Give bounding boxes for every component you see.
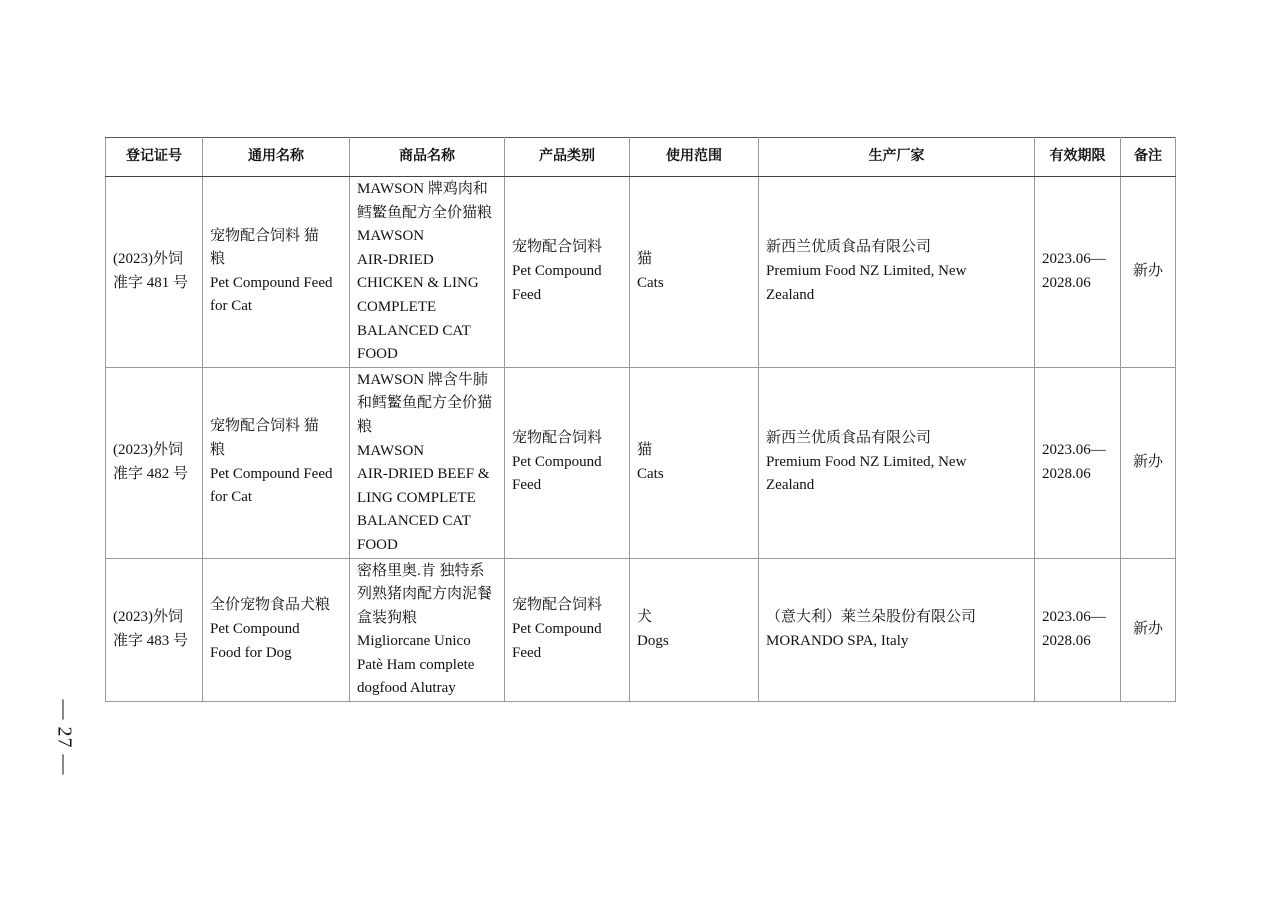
- text-line: Zealand: [766, 286, 815, 303]
- cell-validity: [1035, 558, 1121, 702]
- text-line: （意大利）莱兰朵股份有限公司: [766, 609, 977, 626]
- text-line: Food for Dog: [210, 644, 292, 661]
- text-line: MAWSON 牌含牛肺: [357, 371, 488, 388]
- text-line: BALANCED CAT: [357, 322, 471, 339]
- cell-category: [505, 367, 630, 558]
- header-generic-name: 通用名称: [203, 138, 350, 177]
- cell-generic-name: [203, 367, 350, 558]
- text-line: 2028.06: [1042, 274, 1091, 291]
- cell-reg-no: [106, 558, 203, 702]
- text-line: 准字 483 号: [113, 632, 189, 649]
- text-line: 盒装狗粮: [357, 609, 418, 626]
- text-line: Premium Food NZ Limited, New: [766, 453, 967, 470]
- text-line: 新西兰优质食品有限公司: [766, 430, 932, 447]
- text-line: Pet Compound: [210, 620, 300, 637]
- text-line: 粮: [210, 251, 226, 268]
- cell-brand-name: [350, 367, 505, 558]
- text-line: 鳕鳘鱼配方全价猫粮: [357, 204, 493, 221]
- cell-category: [505, 177, 630, 368]
- text-line: AIR-DRIED: [357, 251, 434, 268]
- text-line: 粮: [210, 442, 226, 459]
- header-brand-name: 商品名称: [350, 138, 505, 177]
- page-number-text: — 27 —: [53, 699, 76, 775]
- text-line: 准字 481 号: [113, 274, 189, 291]
- cell-reg-no: [106, 177, 203, 368]
- header-validity: 有效期限: [1035, 138, 1121, 177]
- cell-scope: [630, 367, 759, 558]
- text-line: 全价宠物食品犬粮: [210, 597, 331, 614]
- text-line: 2023.06—: [1042, 609, 1106, 626]
- text-line: 准字 482 号: [113, 465, 189, 482]
- cell-validity: [1035, 367, 1121, 558]
- text-line: 粮: [357, 418, 373, 435]
- text-line: 2028.06: [1042, 632, 1091, 649]
- text-line: FOOD: [357, 536, 398, 553]
- text-line: MAWSON 牌鸡肉和: [357, 181, 488, 197]
- text-line: 宠物配合饲料: [512, 239, 603, 256]
- text-line: 猫: [637, 442, 653, 459]
- text-line: Cats: [637, 465, 664, 482]
- header-reg-no: 登记证号: [106, 138, 203, 177]
- text-line: for Cat: [210, 489, 253, 506]
- cell-reg-no: [106, 367, 203, 558]
- text-line: Zealand: [766, 477, 815, 494]
- text-line: COMPLETE: [357, 298, 437, 315]
- text-line: 宠物配合饲料: [512, 597, 603, 614]
- table-body: [106, 177, 1176, 702]
- header-remark: 备注: [1121, 138, 1176, 177]
- text-line: 密格里奥.肯 独特系: [357, 562, 485, 579]
- text-line: LING COMPLETE: [357, 489, 476, 506]
- text-line: Pet Compound Feed: [210, 274, 333, 291]
- cell-remark: 新办: [1121, 177, 1176, 368]
- text-line: FOOD: [357, 346, 398, 363]
- text-line: (2023)外饲: [113, 609, 183, 626]
- text-line: (2023)外饲: [113, 251, 183, 268]
- text-line: BALANCED CAT: [357, 513, 471, 530]
- cell-remark: 新办: [1121, 367, 1176, 558]
- cell-validity: [1035, 177, 1121, 368]
- text-line: 列熟猪肉配方肉泥餐: [357, 586, 493, 603]
- cell-brand-name: [350, 558, 505, 702]
- text-line: for Cat: [210, 298, 253, 315]
- cell-manufacturer: [759, 367, 1035, 558]
- text-line: Cats: [637, 274, 664, 291]
- page-number: [52, 692, 76, 782]
- text-line: Pet Compound Feed: [210, 465, 333, 482]
- cell-generic-name: [203, 177, 350, 368]
- text-line: 宠物配合饲料 猫: [210, 227, 319, 244]
- header-scope: 使用范围: [630, 138, 759, 177]
- text-line: 2028.06: [1042, 465, 1091, 482]
- text-line: 2023.06—: [1042, 442, 1106, 459]
- cell-brand-name: [350, 177, 505, 368]
- cell-manufacturer: [759, 177, 1035, 368]
- table-row: [106, 177, 1176, 368]
- header-manufacturer: 生产厂家: [759, 138, 1035, 177]
- text-line: 2023.06—: [1042, 251, 1106, 268]
- text-line: Feed: [512, 286, 542, 303]
- cell-manufacturer: [759, 558, 1035, 702]
- text-line: 新西兰优质食品有限公司: [766, 239, 932, 256]
- text-line: Feed: [512, 644, 542, 661]
- cell-category: [505, 558, 630, 702]
- registration-table: [105, 137, 1176, 702]
- text-line: CHICKEN & LING: [357, 275, 479, 292]
- text-line: Pet Compound: [512, 620, 602, 637]
- text-line: Migliorcane Unico: [357, 633, 471, 650]
- table-row: [106, 367, 1176, 558]
- text-line: dogfood Alutray: [357, 680, 456, 697]
- text-line: 宠物配合饲料 猫: [210, 418, 319, 435]
- text-line: MAWSON: [357, 442, 425, 459]
- text-line: Premium Food NZ Limited, New: [766, 263, 967, 280]
- text-line: MAWSON: [357, 228, 425, 245]
- text-line: Feed: [512, 477, 542, 494]
- cell-remark: 新办: [1121, 558, 1176, 702]
- cell-generic-name: [203, 558, 350, 702]
- text-line: Dogs: [637, 632, 669, 649]
- header-row: [106, 138, 1176, 177]
- text-line: Patè Ham complete: [357, 656, 475, 673]
- text-line: Pet Compound: [512, 263, 602, 280]
- text-line: Pet Compound: [512, 453, 602, 470]
- text-line: 和鳕鳘鱼配方全价猫: [357, 395, 493, 412]
- header-category: 产品类别: [505, 138, 630, 177]
- text-line: 宠物配合饲料: [512, 430, 603, 447]
- text-line: (2023)外饲: [113, 442, 183, 459]
- text-line: MORANDO SPA, Italy: [766, 632, 909, 649]
- table-row: [106, 558, 1176, 702]
- cell-scope: [630, 558, 759, 702]
- text-line: AIR-DRIED BEEF &: [357, 466, 490, 483]
- cell-scope: [630, 177, 759, 368]
- text-line: 猫: [637, 251, 653, 268]
- text-line: 犬: [637, 609, 653, 626]
